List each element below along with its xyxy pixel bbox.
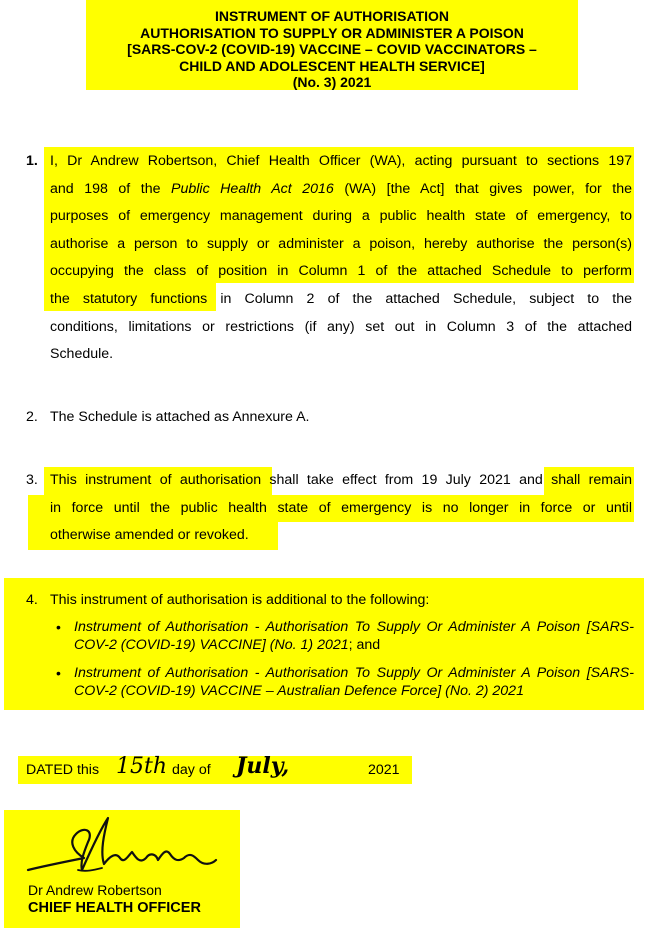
bullet-1-suffix: ; and [348,637,381,653]
p2-number: 2. [26,409,38,425]
dated-month-handwritten: July, [236,753,290,779]
bullet-2-text [74,664,634,700]
p4-intro-text: This instrument of authorisation is additional to the following: [50,592,430,608]
title-line-4: CHILD AND ADOLESCENT HEALTH SERVICE] [179,57,485,74]
dated-year: 2021 [368,762,400,778]
p1-line-4: authorise a person to supply or administer a poison, hereby authorise the person(s) [50,235,632,252]
title-line-5: (No. 3) 2021 [292,74,372,90]
signature-image [24,812,224,880]
p3-number: 3. [26,472,38,488]
bullet-2-title: Instrument of Authorisation - Authorisation To Supply Or Administer A Poison [SARS-COV-2 (COVID-19) VACCINE – Australian Defence Force] (No. 2) 2021 [74,665,634,699]
bullet-dot-icon: • [56,665,61,681]
p2-text: The Schedule is attached as Annexure A. [50,409,310,425]
p1-line-5: occupying the class of position in Column 1 of the attached Schedule to perform [50,263,632,280]
p1-line-6: the statutory functions in Column 2 of the attached Schedule, subject to the [50,290,632,307]
dated-day-handwritten: 15th [116,754,168,779]
p1-line-7: conditions, limitations or restrictions (if any) set out in Column 3 of the attached [50,318,632,335]
paragraph-2 [50,404,632,432]
paragraph-1 [50,148,632,369]
paragraph-3 [50,467,632,550]
p1-line-2-a: and 198 of the [50,180,172,197]
bullet-1-text [74,618,634,654]
dated-middle: day of [172,762,211,778]
signatory-title: CHIEF HEALTH OFFICER [28,900,201,916]
p3-line-1: This instrument of authorisation shall take effect from 19 July 2021 and shall remain [50,472,632,488]
act-name: Public Health Act 2016 [171,180,334,197]
p1-line-2-b: (WA) [the Act] that gives power, for the [333,180,632,197]
bullet-1-title: Instrument of Authorisation - Authorisation To Supply Or Administer A Poison [SARS-COV-2 (COVID-19) VACCINE] (No. 1) 2021 [74,619,634,653]
document-title [86,8,578,91]
p1-line-3: purposes of emergency management during a public health state of emergency, to [50,208,632,225]
p1-line-8: Schedule. [50,346,114,363]
p1-number: 1. [26,153,38,169]
p4-number: 4. [26,592,38,608]
title-line-3: [SARS-COV-2 (COVID-19) VACCINE – COVID VACCINATORS – [127,41,537,57]
bullet-dot-icon: • [56,619,61,635]
p4-intro [50,587,632,613]
bullet-item-2 [52,664,634,700]
title-line-1: INSTRUMENT OF AUTHORISATION [214,8,450,24]
signatory-name: Dr Andrew Robertson [28,882,162,898]
title-line-2: AUTHORISATION TO SUPPLY OR ADMINISTER A POISON [140,24,524,41]
bullet-item-1 [52,618,634,654]
dated-prefix: DATED this [26,762,100,778]
p1-line-1: I, Dr Andrew Robertson, Chief Health Officer (WA), acting pursuant to sections 197 [50,153,632,169]
p1-line-2 [50,176,632,204]
p3-line-3: otherwise amended or revoked. [50,527,249,544]
p3-line-2: in force until the public health state of emergency is no longer in force or until [50,499,632,516]
p4-bullet-list [52,618,634,710]
